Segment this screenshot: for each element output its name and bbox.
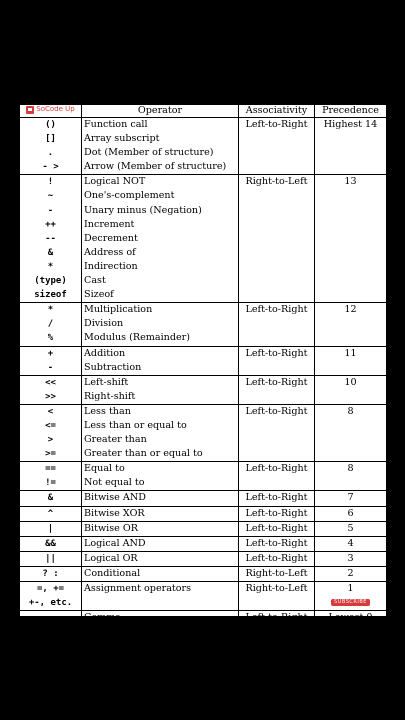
precedence-cell bbox=[315, 175, 387, 303]
table-header-row bbox=[20, 105, 387, 118]
operator-symbol: + bbox=[47, 348, 54, 359]
operator-description-cell bbox=[82, 551, 239, 566]
associativity-cell bbox=[239, 404, 315, 461]
operator-symbol: <= bbox=[45, 420, 56, 431]
operator-description-cell bbox=[82, 536, 239, 551]
operator-symbol: * bbox=[47, 261, 54, 272]
operator-description: Assignment operators bbox=[84, 583, 192, 594]
precedence-cell bbox=[315, 404, 387, 461]
operator-symbol: , bbox=[47, 613, 54, 624]
logo-icon bbox=[26, 106, 34, 114]
operator-symbols-cell bbox=[20, 175, 82, 303]
table-row bbox=[20, 175, 387, 303]
operator-symbol: != bbox=[45, 478, 56, 489]
operator-description: Right-shift bbox=[84, 390, 136, 402]
operator-symbols-cell bbox=[20, 118, 82, 175]
table-row bbox=[20, 375, 387, 404]
subscribe-badge[interactable]: SUBSCRIBE bbox=[331, 599, 370, 606]
associativity-value: Right-to-Left bbox=[245, 176, 308, 188]
precedence-value: 6 bbox=[347, 507, 354, 519]
operator-precedence-table bbox=[19, 104, 387, 626]
operator-description bbox=[84, 596, 236, 610]
table-row bbox=[20, 611, 387, 626]
associativity-value: Left-to-Right bbox=[245, 492, 308, 504]
operator-description: Greater than or equal to bbox=[84, 448, 203, 460]
operator-description: Addition bbox=[84, 347, 126, 359]
precedence-cell bbox=[315, 303, 387, 346]
operator-description: Sizeof bbox=[84, 289, 114, 301]
operator-symbol: == bbox=[45, 464, 56, 475]
operator-description: Cast bbox=[84, 275, 106, 287]
table-row bbox=[20, 404, 387, 461]
precedence-cell bbox=[315, 462, 387, 491]
precedence-value: 10 bbox=[344, 376, 357, 388]
operator-symbol: - bbox=[47, 205, 54, 216]
operator-description: Logical AND bbox=[84, 537, 146, 549]
operator-description-cell bbox=[82, 404, 239, 461]
operator-description-cell bbox=[82, 175, 239, 303]
table-row bbox=[20, 521, 387, 536]
precedence-cell bbox=[315, 536, 387, 551]
associativity-value: Left-to-Right bbox=[245, 537, 308, 549]
table-row bbox=[20, 582, 387, 611]
associativity-value: Left-to-Right bbox=[245, 304, 308, 316]
operator-description-cell bbox=[82, 375, 239, 404]
header-precedence: Precedence bbox=[315, 105, 387, 118]
operator-description: Bitwise XOR bbox=[84, 507, 145, 519]
operator-description: Comma bbox=[84, 612, 122, 624]
operator-symbol: & bbox=[47, 493, 54, 504]
operator-description-cell bbox=[82, 566, 239, 581]
associativity-value: Left-to-Right bbox=[245, 552, 308, 564]
operator-symbol: sizeof bbox=[34, 290, 67, 301]
operator-symbol: % bbox=[47, 333, 54, 344]
operator-symbols-cell bbox=[20, 536, 82, 551]
operator-description: Array subscript bbox=[84, 133, 160, 145]
associativity-cell bbox=[239, 462, 315, 491]
operator-symbols-cell bbox=[20, 346, 82, 375]
associativity-value: Left-to-Right bbox=[245, 119, 308, 130]
associativity-cell bbox=[239, 551, 315, 566]
associativity-cell bbox=[239, 566, 315, 581]
operator-description: Division bbox=[84, 318, 124, 330]
precedence-value: 8 bbox=[347, 405, 354, 417]
operator-symbol: -- bbox=[45, 233, 56, 244]
precedence-table-sheet bbox=[19, 104, 386, 624]
operator-symbol: / bbox=[47, 319, 54, 330]
precedence-value: 1 bbox=[347, 583, 354, 594]
associativity-cell bbox=[239, 582, 315, 611]
precedence-value: 4 bbox=[347, 537, 354, 549]
operator-description: Bitwise AND bbox=[84, 492, 146, 504]
operator-description: Decrement bbox=[84, 232, 138, 244]
operator-symbols-cell bbox=[20, 506, 82, 521]
operator-symbol: < bbox=[47, 406, 54, 417]
operator-description-cell bbox=[82, 346, 239, 375]
associativity-cell bbox=[239, 536, 315, 551]
table-row bbox=[20, 506, 387, 521]
precedence-cell bbox=[315, 611, 387, 626]
operator-symbol: ~ bbox=[47, 191, 54, 202]
operator-symbol: > bbox=[47, 435, 54, 446]
precedence-cell bbox=[315, 375, 387, 404]
associativity-cell bbox=[239, 521, 315, 536]
precedence-cell bbox=[315, 566, 387, 581]
operator-symbol: ^ bbox=[47, 508, 54, 519]
precedence-value: 13 bbox=[344, 176, 357, 188]
operator-description: Less than or equal to bbox=[84, 419, 187, 431]
precedence-cell bbox=[315, 582, 387, 611]
operator-description-cell bbox=[82, 303, 239, 346]
operator-description: Modulus (Remainder) bbox=[84, 332, 190, 344]
operator-symbols-cell bbox=[20, 551, 82, 566]
operator-symbol: && bbox=[45, 538, 56, 549]
precedence-value: 3 bbox=[347, 552, 354, 564]
precedence-cell bbox=[315, 118, 387, 175]
precedence-value: Lowest 0 bbox=[328, 612, 373, 624]
table-row bbox=[20, 551, 387, 566]
operator-symbols-cell bbox=[20, 491, 82, 506]
operator-description: Increment bbox=[84, 218, 135, 230]
operator-description: Address of bbox=[84, 246, 136, 258]
operator-symbol: () bbox=[45, 120, 56, 130]
precedence-cell bbox=[315, 506, 387, 521]
precedence-cell bbox=[315, 521, 387, 536]
operator-description: Indirection bbox=[84, 260, 138, 272]
operator-description-cell bbox=[82, 611, 239, 626]
operator-description: Logical NOT bbox=[84, 176, 146, 188]
operator-description: Logical OR bbox=[84, 552, 138, 564]
table-row bbox=[20, 566, 387, 581]
operator-symbol: || bbox=[45, 553, 56, 564]
operator-description: Greater than bbox=[84, 434, 147, 446]
operator-description: Bitwise OR bbox=[84, 522, 138, 534]
associativity-value: Left-to-Right bbox=[245, 612, 308, 624]
precedence-value: 2 bbox=[347, 567, 354, 579]
precedence-cell bbox=[315, 491, 387, 506]
precedence-value: 12 bbox=[344, 304, 357, 316]
associativity-value: Left-to-Right bbox=[245, 405, 308, 417]
brand-name: SoCode Up bbox=[36, 105, 75, 114]
operator-description: Conditional bbox=[84, 567, 141, 579]
operator-symbol: ! bbox=[47, 177, 54, 188]
table-row bbox=[20, 491, 387, 506]
associativity-cell bbox=[239, 611, 315, 626]
operator-description: Arrow (Member of structure) bbox=[84, 161, 227, 173]
brand-logo bbox=[20, 105, 82, 118]
associativity-value: Right-to-Left bbox=[245, 583, 308, 594]
operator-symbol: ? : bbox=[42, 568, 59, 579]
operator-description: Multiplication bbox=[84, 304, 153, 316]
operator-symbol: >> bbox=[45, 391, 56, 402]
associativity-value: Left-to-Right bbox=[245, 463, 308, 475]
operator-symbol: +-, etc. bbox=[28, 598, 73, 609]
associativity-cell bbox=[239, 303, 315, 346]
operator-description-cell bbox=[82, 521, 239, 536]
associativity-value: Left-to-Right bbox=[245, 507, 308, 519]
operator-description: Dot (Member of structure) bbox=[84, 147, 214, 159]
associativity-cell bbox=[239, 175, 315, 303]
operator-symbol: ++ bbox=[45, 219, 56, 230]
associativity-cell bbox=[239, 506, 315, 521]
operator-description: Unary minus (Negation) bbox=[84, 204, 202, 216]
operator-symbols-cell bbox=[20, 566, 82, 581]
operator-symbol: - bbox=[47, 362, 54, 373]
associativity-cell bbox=[239, 346, 315, 375]
precedence-value: 11 bbox=[344, 347, 357, 359]
associativity-value: Left-to-Right bbox=[245, 347, 308, 359]
operator-symbol: << bbox=[45, 377, 56, 388]
operator-description: One's-complement bbox=[84, 190, 175, 202]
operator-symbols-cell bbox=[20, 462, 82, 491]
operator-symbols-cell bbox=[20, 303, 82, 346]
table-row bbox=[20, 536, 387, 551]
header-associativity: Associativity bbox=[239, 105, 315, 118]
associativity-cell bbox=[239, 491, 315, 506]
operator-symbol: (type) bbox=[34, 276, 67, 287]
header-operator: Operator bbox=[82, 105, 239, 118]
operator-description-cell bbox=[82, 506, 239, 521]
precedence-value: 5 bbox=[347, 522, 354, 534]
operator-description: Less than bbox=[84, 405, 131, 417]
operator-description: Function call bbox=[84, 119, 148, 130]
operator-symbol: . bbox=[47, 148, 54, 159]
operator-symbols-cell bbox=[20, 375, 82, 404]
operator-symbol: | bbox=[47, 523, 54, 534]
operator-symbols-cell bbox=[20, 582, 82, 611]
precedence-cell bbox=[315, 551, 387, 566]
associativity-value: Left-to-Right bbox=[245, 376, 308, 388]
table-row bbox=[20, 303, 387, 346]
precedence-value: Highest 14 bbox=[323, 119, 378, 130]
associativity-value: Left-to-Right bbox=[245, 522, 308, 534]
operator-description: Equal to bbox=[84, 463, 125, 475]
precedence-value: 8 bbox=[347, 463, 354, 475]
table-row bbox=[20, 462, 387, 491]
operator-description-cell bbox=[82, 582, 239, 611]
operator-description-cell bbox=[82, 491, 239, 506]
operator-symbols-cell bbox=[20, 611, 82, 626]
operator-symbol: [] bbox=[45, 134, 56, 145]
operator-symbols-cell bbox=[20, 521, 82, 536]
operator-symbols-cell bbox=[20, 404, 82, 461]
operator-symbol: =, += bbox=[36, 584, 65, 594]
operator-description-cell bbox=[82, 118, 239, 175]
operator-description: Not equal to bbox=[84, 477, 145, 489]
precedence-value: 7 bbox=[347, 492, 354, 504]
operator-symbol: * bbox=[47, 305, 54, 316]
operator-description: Subtraction bbox=[84, 361, 142, 373]
precedence-cell bbox=[315, 346, 387, 375]
operator-description: Left-shift bbox=[84, 376, 129, 388]
associativity-cell bbox=[239, 118, 315, 175]
associativity-value: Right-to-Left bbox=[245, 567, 308, 579]
operator-description-cell bbox=[82, 462, 239, 491]
operator-symbol: >= bbox=[45, 449, 56, 460]
operator-symbol: - > bbox=[42, 162, 59, 173]
operator-symbol: & bbox=[47, 247, 54, 258]
table-row bbox=[20, 118, 387, 175]
table-row bbox=[20, 346, 387, 375]
associativity-cell bbox=[239, 375, 315, 404]
